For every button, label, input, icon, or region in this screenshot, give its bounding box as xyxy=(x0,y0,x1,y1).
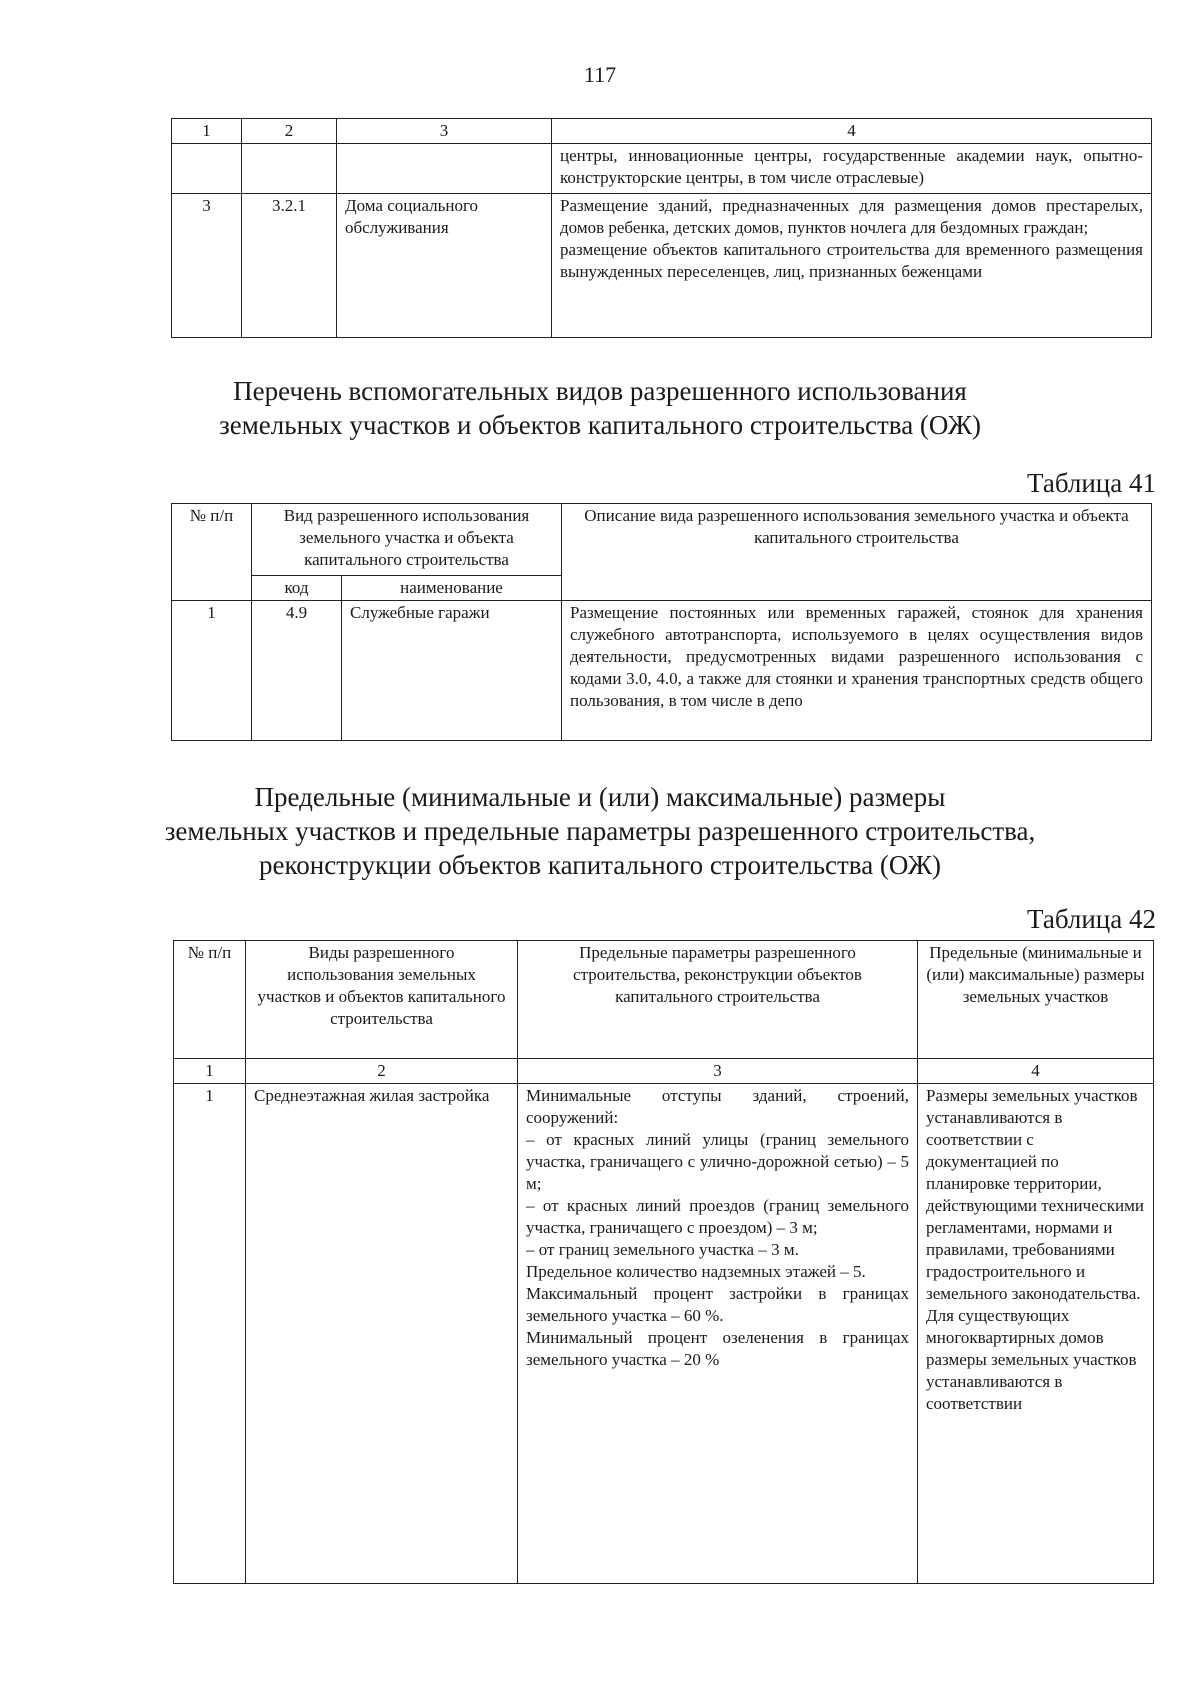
table-header-row xyxy=(172,119,1152,144)
description-part: размещение объектов капитального строительства для временного размещения вынужденных переселенцев, лиц, признанных беженцами xyxy=(560,240,1143,281)
heading-line: реконструкции объектов капитального строительства (ОЖ) xyxy=(259,850,941,880)
section-heading xyxy=(0,374,1200,442)
header-cell: Предельные (минимальные и (или) максимальные) размеры земельных участков xyxy=(918,941,1154,1059)
row-number: 3 xyxy=(172,194,242,338)
table-cell xyxy=(172,144,242,194)
page-number: 117 xyxy=(583,62,617,87)
header-cell: 4 xyxy=(918,1059,1154,1084)
table-header-row xyxy=(174,941,1154,1059)
param-line: Минимальные отступы зданий, строений, сооружений: xyxy=(526,1086,909,1127)
param-line: – от границ земельного участка – 3 м. xyxy=(526,1240,799,1259)
table-cell xyxy=(242,144,337,194)
heading-line: Предельные (минимальные и (или) максимальные) размеры xyxy=(254,782,946,812)
header-cell: 1 xyxy=(172,119,242,144)
row-name: Дома социального обслуживания xyxy=(337,194,552,338)
heading-line: Перечень вспомогательных видов разрешенного использования xyxy=(233,376,967,406)
continued-table xyxy=(171,118,1152,338)
row-params xyxy=(518,1084,918,1584)
header-cell: 4 xyxy=(552,119,1152,144)
table-caption: Таблица 41 xyxy=(1027,468,1156,498)
table-number-row xyxy=(174,1059,1154,1084)
row-description xyxy=(552,194,1152,338)
heading-line: земельных участков и объектов капитального строительства (ОЖ) xyxy=(219,410,981,440)
header-cell: код xyxy=(252,576,342,601)
table-cell xyxy=(337,144,552,194)
table-cell: центры, инновационные центры, государственные академии наук, опытно-конструкторские центры, в том числе отраслевые) xyxy=(552,144,1152,194)
heading-line: земельных участков и предельные параметры разрешенного строительства, xyxy=(164,816,1036,846)
table-caption: Таблица 42 xyxy=(1027,904,1156,934)
row-type: Среднеэтажная жилая застройка xyxy=(246,1084,518,1584)
row-name: Служебные гаражи xyxy=(342,601,562,741)
row-sizes: Размеры земельных участков устанавливаются в соответствии с документацией по планировке территории, действующими техническими регламентами, нормами и правилами, требованиями градостроительного и земельного законодательства. Для существующих многоквартирных домов размеры земельных участков устанавливаются в соответствии xyxy=(918,1084,1154,1584)
header-cell: 2 xyxy=(242,119,337,144)
row-number: 1 xyxy=(174,1084,246,1584)
param-line: Минимальный процент озеленения в границах земельного участка – 20 % xyxy=(526,1328,909,1369)
header-cell: Вид разрешенного использования земельного участка и объекта капитального строительства xyxy=(252,504,562,576)
table-row xyxy=(172,144,1152,194)
header-cell: 2 xyxy=(246,1059,518,1084)
row-code: 4.9 xyxy=(252,601,342,741)
param-line: Максимальный процент застройки в границах земельного участка – 60 %. xyxy=(526,1284,909,1325)
table-42 xyxy=(173,940,1154,1584)
row-number: 1 xyxy=(172,601,252,741)
section-heading xyxy=(0,780,1200,882)
header-cell: № п/п xyxy=(174,941,246,1059)
header-cell: 1 xyxy=(174,1059,246,1084)
row-description: Размещение постоянных или временных гаражей, стоянок для хранения служебного автотранспорта, используемого в целях осуществления видов деятельности, предусмотренных видами разрешенного использования с кодами 3.0, 4.0, а также для стоянки и хранения транспортных средств общего пользования, в том числе в депо xyxy=(562,601,1152,741)
header-cell: наименование xyxy=(342,576,562,601)
table-row xyxy=(172,601,1152,741)
header-cell: Виды разрешенного использования земельных участков и объектов капитального строительства xyxy=(246,941,518,1059)
table-header-row xyxy=(172,504,1152,576)
header-cell: 3 xyxy=(337,119,552,144)
header-cell: 3 xyxy=(518,1059,918,1084)
row-code: 3.2.1 xyxy=(242,194,337,338)
table-row xyxy=(174,1084,1154,1584)
header-cell: Предельные параметры разрешенного строительства, реконструкции объектов капитального строительства xyxy=(518,941,918,1059)
header-cell: № п/п xyxy=(172,504,252,601)
table-row xyxy=(172,194,1152,338)
param-line: Предельное количество надземных этажей – 5. xyxy=(526,1262,866,1281)
description-part: Размещение зданий, предназначенных для размещения домов престарелых, домов ребенка, детских домов, пунктов ночлега для бездомных граждан; xyxy=(560,196,1143,237)
header-cell: Описание вида разрешенного использования земельного участка и объекта капитального строительства xyxy=(562,504,1152,601)
param-line: – от красных линий улицы (границ земельного участка, граничащего с улично-дорожной сетью) – 5 м; xyxy=(526,1130,909,1193)
param-line: – от красных линий проездов (границ земельного участка, граничащего с проездом) – 3 м; xyxy=(526,1196,909,1237)
table-41 xyxy=(171,503,1152,741)
